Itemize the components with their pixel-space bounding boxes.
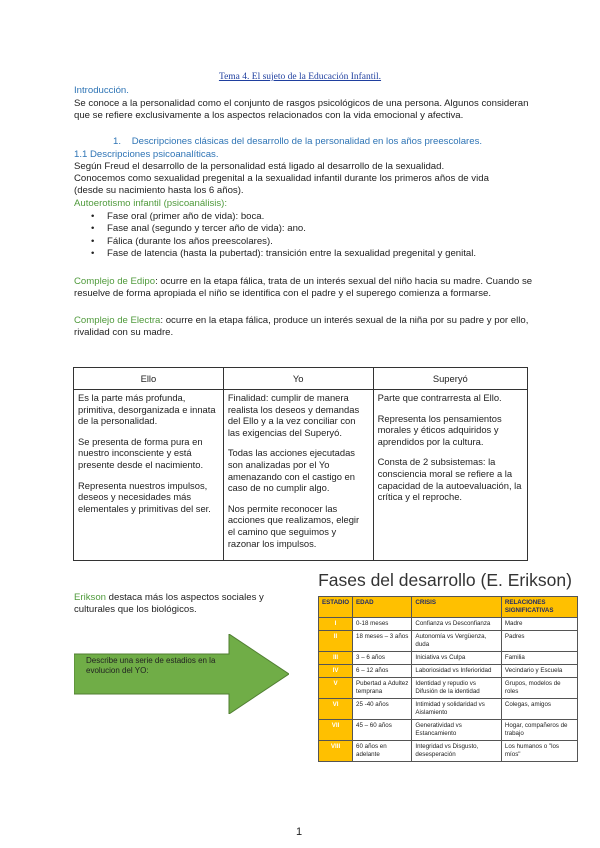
table-row [319,618,578,631]
age-cell: 0-18 meses [353,618,412,631]
erikson-table [318,596,578,762]
superyo-text: Parte que contrarresta al Ello. [377,392,502,403]
age-cell: 3 – 6 años [353,652,412,665]
phase-list [88,211,538,261]
list-item: • Fase anal (segundo y tercer año de vida): ano. [88,223,538,235]
erikson-text: destaca más los aspectos sociales y culturales que los biológicos. [74,592,264,616]
stage-cell: IV [319,665,353,678]
crisis-cell: Autonomía vs Vergüenza, duda [412,631,502,652]
table-row [319,631,578,652]
edipo-paragraph [74,276,534,301]
header-yo: Yo [223,368,373,390]
erikson-name: Erikson [74,592,106,603]
crisis-cell: Laboriosidad vs Inferioridad [412,665,502,678]
yo-cell [223,390,373,561]
section-1-label: Descripciones clásicas del desarrollo de la personalidad en los años preescolares. [131,136,483,147]
list-item: • Fase de latencia (hasta la pubertad): transición entre la sexualidad pregenital y genital. [88,248,538,260]
erikson-chart [312,567,578,808]
stages-arrow [74,634,289,714]
relations-cell: Grupos, modelos de roles [501,678,577,699]
ego-table [73,367,528,561]
col-relaciones: RELACIONES SIGNIFICATIVAS [501,597,577,618]
table-row [319,699,578,720]
relations-cell: Los humanos o "los míos" [501,741,577,762]
ello-text: Es la parte más profunda, primitiva, desorganizada e innata de la personalidad. [78,392,216,427]
table-row [319,678,578,699]
stage-cell: VII [319,720,353,741]
crisis-cell: Identidad y repudio vs Difusión de la identidad [412,678,502,699]
relations-cell: Madre [501,618,577,631]
electra-term: Complejo de Electra [74,315,161,326]
table-row [319,652,578,665]
stage-cell: III [319,652,353,665]
age-cell: 45 – 60 años [353,720,412,741]
intro-heading: Introducción. [74,85,129,96]
autoerotismo-heading: Autoerotismo infantil (psicoanálisis): [74,198,228,209]
stage-cell: I [319,618,353,631]
age-cell: 6 – 12 años [353,665,412,678]
yo-text: Nos permite reconocer las acciones que realizamos, elegir el camino que seguimos y razonar los impulsos. [227,502,360,549]
erikson-paragraph [74,592,294,617]
stage-cell: VIII [319,741,353,762]
relations-cell: Colegas, amigos [501,699,577,720]
table-row [319,665,578,678]
superyo-cell [373,390,527,561]
ello-cell [74,390,224,561]
subsection-heading: 1.1 Descripciones psicoanalíticas. [74,149,219,160]
col-estadio: ESTADIO [319,597,353,618]
electra-paragraph [74,315,534,340]
arrow-label: Describe una serie de estadios en la evolucion del YO: [86,656,216,675]
relations-cell: Padres [501,631,577,652]
document-title: Tema 4. El sujeto de la Educación Infantil. [218,72,382,82]
table-row [319,720,578,741]
crisis-cell: Confianza vs Desconfianza [412,618,502,631]
crisis-cell: Iniciativa vs Culpa [412,652,502,665]
header-superyo: Superyó [373,368,527,390]
col-crisis: CRISIS [412,597,502,618]
table-row [319,741,578,762]
relations-cell: Familia [501,652,577,665]
intro-text: Se conoce a la personalidad como el conjunto de rasgos psicológicos de una persona. Algunos consideran que se refiere exclusivamente a los aspectos relacionados con la vida emocional y afectiva. [74,98,529,122]
age-cell: 60 años en adelante [353,741,412,762]
ello-text: Se presenta de forma pura en nuestro inconsciente y está presente desde el nacimiento. [78,435,204,470]
ello-text: Representa nuestros impulsos, deseos y necesidades más elementales y primitivas del ser. [78,479,211,514]
header-ello: Ello [74,368,224,390]
edipo-text: : ocurre en la etapa fálica, trata de un interés sexual del niño hacia su madre. Cuando se resuelve de forma apropiada el niño se identifica con el padre y el superego comienza a formarse. [74,276,533,300]
section-1-number: 1. [113,136,122,147]
stage-cell: V [319,678,353,699]
crisis-cell: Integridad vs Disgusto, desesperación [412,741,502,762]
relations-cell: Vecindario y Escuela [501,665,577,678]
page-number: 1 [296,826,303,838]
freud-line: Según Freud el desarrollo de la personalidad está ligado al desarrollo de la sexualidad. [74,161,445,172]
superyo-text: Representa los pensamientos morales y éticos adquiridos y aprendidos por la cultura. [377,412,502,447]
crisis-cell: Intimidad y solidaridad vs Aislamiento [412,699,502,720]
stage-cell: VI [319,699,353,720]
yo-text: Todas las acciones ejecutadas son analizadas por el Yo amenazando con el castigo en caso de no cumplir algo. [227,447,355,494]
relations-cell: Hogar, compañeros de trabajo [501,720,577,741]
crisis-cell: Generatividad vs Estancamiento [412,720,502,741]
stage-cell: II [319,631,353,652]
pregenital-line: Conocemos como sexualidad pregenital a la sexualidad infantil durante los primeros años de vida (desde su nacimiento hasta los 6 años). [74,173,489,197]
list-item: • Fálica (durante los años preescolares). [88,236,538,248]
section-1-heading [113,136,533,148]
age-cell: 25 -40 años [353,699,412,720]
edipo-term: Complejo de Edipo [74,276,156,287]
col-edad: EDAD [353,597,412,618]
age-cell: Pubertad a Adultez temprana [353,678,412,699]
age-cell: 18 meses – 3 años [353,631,412,652]
electra-text: : ocurre en la etapa fálica, produce un interés sexual de la niña por su padre y por ello, rivalidad con su madre. [74,315,529,339]
list-item: • Fase oral (primer año de vida): boca. [88,211,538,223]
yo-text: Finalidad: cumplir de manera realista los deseos y demandas del Ello y a la vez conciliar con las exigencias del Superyó. [227,392,360,438]
superyo-text: Consta de 2 subsistemas: la consciencia moral se refiere a la capacidad de la autoevaluación, la crítica y el reproche. [377,456,522,503]
chart-title: Fases del desarrollo (E. Erikson) [318,570,572,590]
